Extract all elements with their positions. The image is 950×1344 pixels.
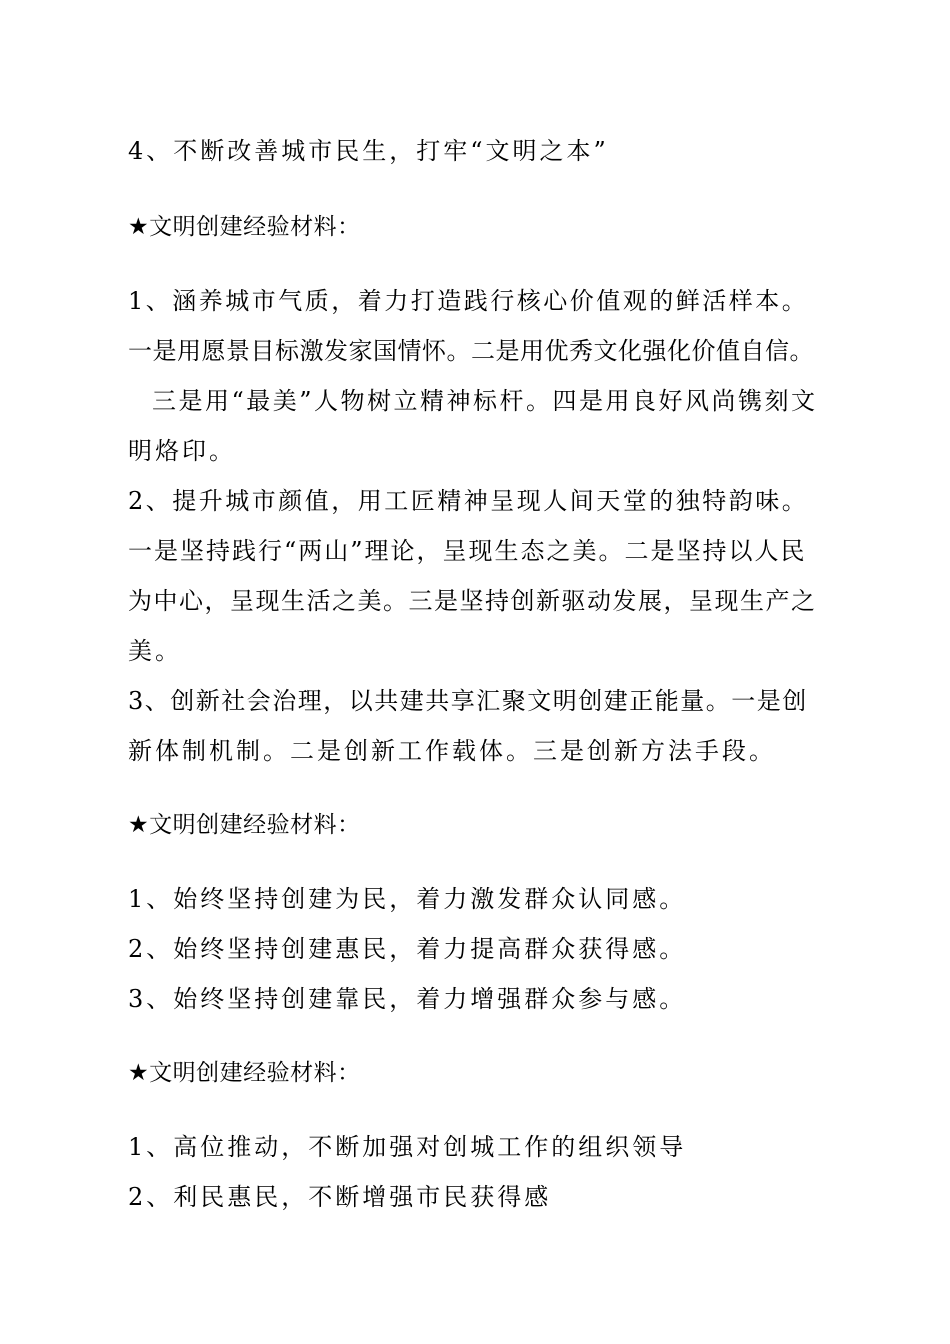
section-heading: ★文明创建经验材料： [128,214,361,240]
section-heading: ★文明创建经验材料： [128,812,361,838]
paragraph-line: 为中心，呈现生活之美。三是坚持创新驱动发展，呈现生产之 [128,587,817,615]
paragraph-line: 三是用“最美”人物树立精神标杆。四是用良好风尚镌刻文 [152,387,818,415]
paragraph-line: 新体制机制。二是创新工作载体。三是创新方法手段。 [128,737,776,765]
paragraph-line: 一是用愿景目标激发家国情怀。二是用优秀文化强化价值自信。 [128,337,814,365]
list-item: 2、提升城市颜值，用工匠精神呈现人间天堂的独特韵味。 [128,487,809,515]
list-item: 1、涵养城市气质，着力打造践行核心价值观的鲜活样本。 [128,287,809,315]
list-item: 1、始终坚持创建为民，着力激发群众认同感。 [128,885,687,913]
section-heading: ★文明创建经验材料： [128,1060,361,1086]
list-item: 4、不断改善城市民生，打牢“文明之本” [128,137,609,165]
list-item: 2、始终坚持创建惠民，着力提高群众获得感。 [128,935,687,963]
list-item: 1、高位推动，不断加强对创城工作的组织领导 [128,1133,687,1161]
list-item: 3、创新社会治理，以共建共享汇聚文明创建正能量。一是创 [128,687,808,715]
list-item: 3、始终坚持创建靠民，着力增强群众参与感。 [128,985,687,1013]
list-item: 2、利民惠民，不断增强市民获得感 [128,1183,552,1211]
paragraph-line: 一是坚持践行“两山”理论，呈现生态之美。二是坚持以人民 [128,537,807,565]
paragraph-line: 明烙印。 [128,437,236,465]
paragraph-line: 美。 [128,637,182,665]
